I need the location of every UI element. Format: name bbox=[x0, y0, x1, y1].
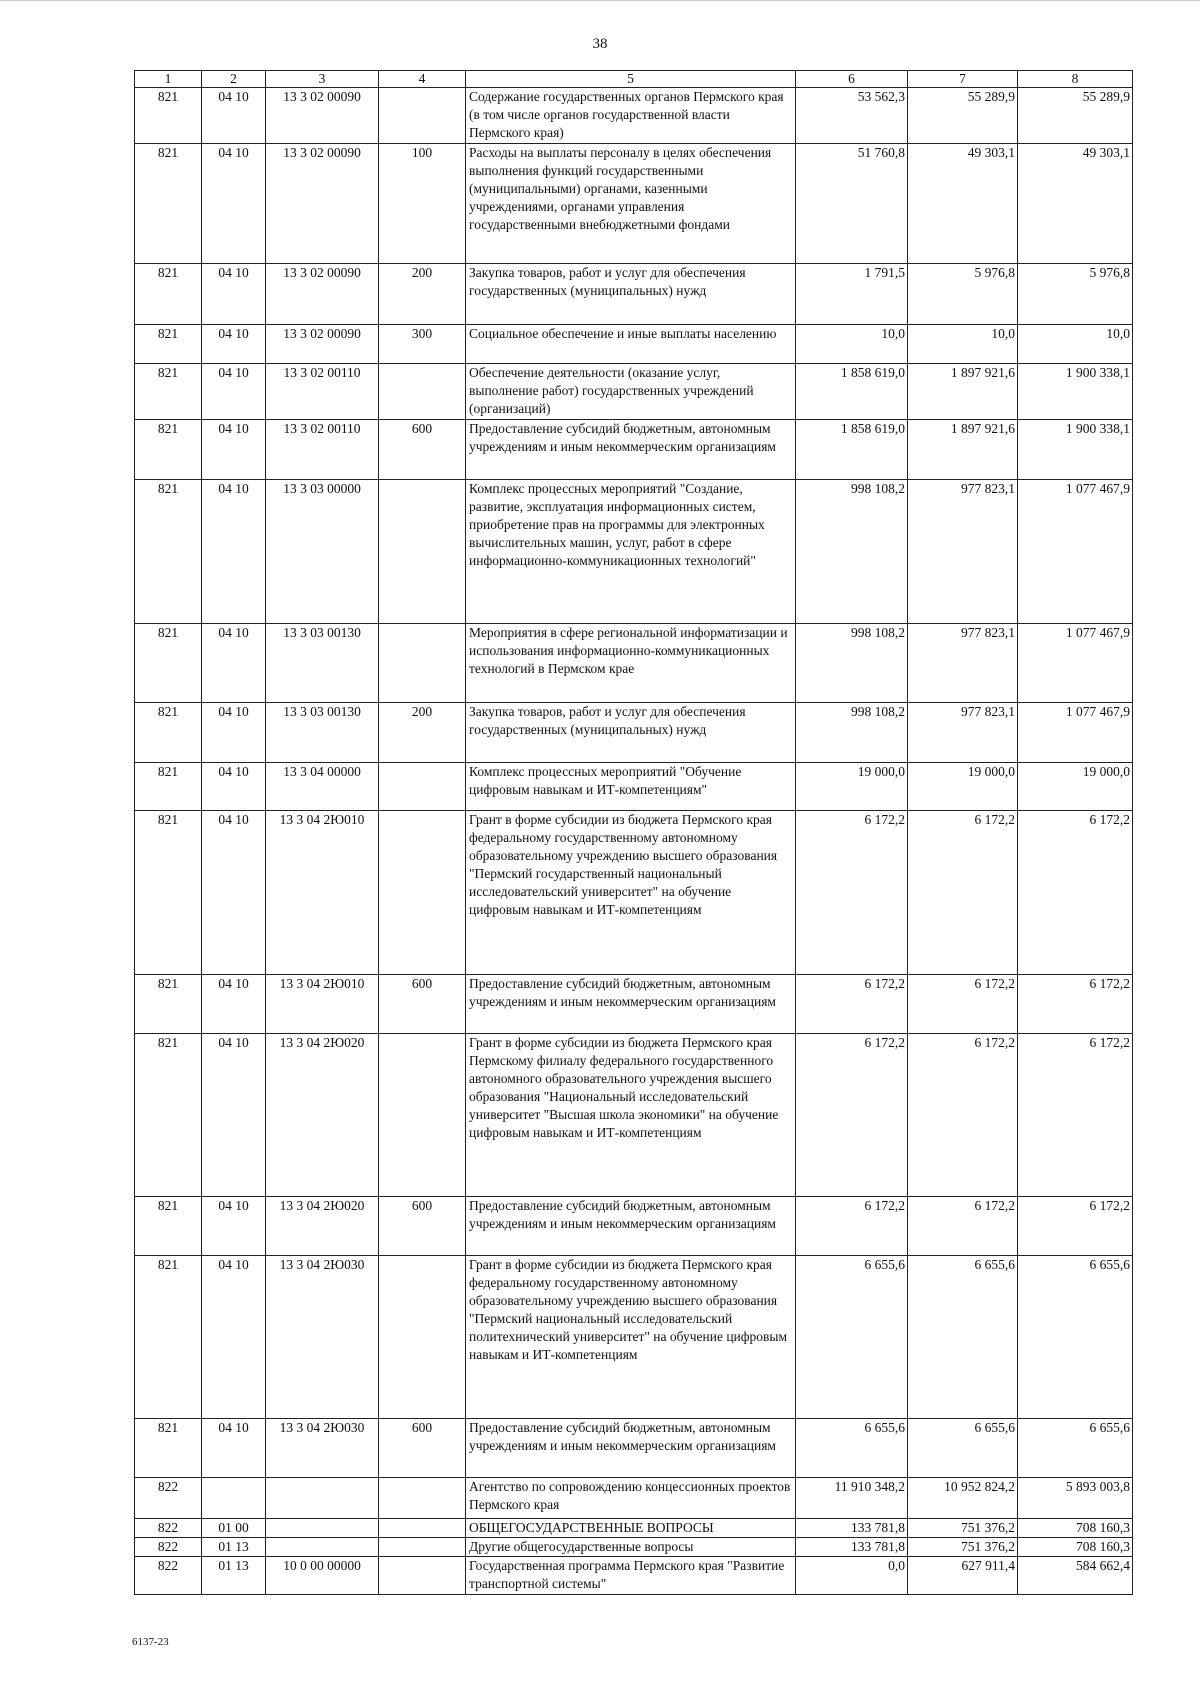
cell-amount-2: 1 897 921,6 bbox=[908, 420, 1018, 480]
cell-ministry: 821 bbox=[135, 1419, 202, 1478]
table-row bbox=[135, 1419, 1133, 1478]
cell-name: Социальное обеспечение и иные выплаты населению bbox=[466, 325, 796, 364]
cell-amount-3: 5 976,8 bbox=[1018, 264, 1133, 325]
cell-section: 04 10 bbox=[202, 480, 266, 624]
cell-name: Другие общегосударственные вопросы bbox=[466, 1538, 796, 1557]
cell-amount-3: 584 662,4 bbox=[1018, 1557, 1133, 1595]
cell-section: 01 13 bbox=[202, 1557, 266, 1595]
cell-name: Предоставление субсидий бюджетным, автономным учреждениям и иным некоммерческим организациям bbox=[466, 975, 796, 1034]
cell-amount-1: 1 791,5 bbox=[796, 264, 908, 325]
table-row bbox=[135, 420, 1133, 480]
cell-target: 13 3 04 2Ю030 bbox=[266, 1256, 379, 1419]
table-row bbox=[135, 1034, 1133, 1197]
cell-name: ОБЩЕГОСУДАРСТВЕННЫЕ ВОПРОСЫ bbox=[466, 1519, 796, 1538]
cell-name: Грант в форме субсидии из бюджета Пермского края Пермскому филиалу федерального государственного автономного образовательного учреждения высшего образования "Национальный исследовательский университет "Высшая школа экономики" на обучение цифровым навыкам и ИТ-компетенциям bbox=[466, 1034, 796, 1197]
cell-amount-2: 977 823,1 bbox=[908, 480, 1018, 624]
cell-name: Обеспечение деятельности (оказание услуг, выполнение работ) государственных учреждений (организаций) bbox=[466, 364, 796, 420]
cell-expense-type bbox=[379, 1478, 466, 1519]
cell-amount-2: 10,0 bbox=[908, 325, 1018, 364]
cell-expense-type: 200 bbox=[379, 703, 466, 763]
cell-name: Мероприятия в сфере региональной информатизации и использования информационно-коммуникационных технологий в Пермском крае bbox=[466, 624, 796, 703]
cell-amount-3: 6 655,6 bbox=[1018, 1419, 1133, 1478]
col-header-4: 4 bbox=[379, 71, 466, 88]
cell-target: 13 3 02 00110 bbox=[266, 420, 379, 480]
cell-amount-2: 6 655,6 bbox=[908, 1256, 1018, 1419]
cell-amount-1: 998 108,2 bbox=[796, 624, 908, 703]
cell-amount-1: 6 172,2 bbox=[796, 811, 908, 975]
cell-expense-type bbox=[379, 1519, 466, 1538]
cell-ministry: 822 bbox=[135, 1538, 202, 1557]
cell-section bbox=[202, 1478, 266, 1519]
cell-amount-1: 6 172,2 bbox=[796, 975, 908, 1034]
cell-amount-2: 5 976,8 bbox=[908, 264, 1018, 325]
cell-target: 13 3 04 2Ю010 bbox=[266, 975, 379, 1034]
cell-target: 10 0 00 00000 bbox=[266, 1557, 379, 1595]
cell-amount-1: 0,0 bbox=[796, 1557, 908, 1595]
cell-amount-2: 977 823,1 bbox=[908, 624, 1018, 703]
cell-amount-2: 6 172,2 bbox=[908, 1034, 1018, 1197]
cell-ministry: 821 bbox=[135, 811, 202, 975]
document-code: 6137-23 bbox=[132, 1636, 169, 1648]
cell-name: Содержание государственных органов Пермского края (в том числе органов государственной власти Пермского края) bbox=[466, 88, 796, 144]
cell-amount-1: 6 172,2 bbox=[796, 1034, 908, 1197]
cell-section: 01 13 bbox=[202, 1538, 266, 1557]
table-row bbox=[135, 88, 1133, 144]
cell-section: 04 10 bbox=[202, 975, 266, 1034]
cell-amount-3: 1 077 467,9 bbox=[1018, 480, 1133, 624]
cell-section: 04 10 bbox=[202, 420, 266, 480]
cell-expense-type bbox=[379, 364, 466, 420]
cell-section: 04 10 bbox=[202, 364, 266, 420]
cell-amount-1: 6 655,6 bbox=[796, 1256, 908, 1419]
cell-target: 13 3 02 00110 bbox=[266, 364, 379, 420]
cell-amount-3: 19 000,0 bbox=[1018, 763, 1133, 811]
cell-section: 04 10 bbox=[202, 624, 266, 703]
cell-amount-2: 627 911,4 bbox=[908, 1557, 1018, 1595]
cell-amount-2: 751 376,2 bbox=[908, 1519, 1018, 1538]
cell-amount-2: 751 376,2 bbox=[908, 1538, 1018, 1557]
cell-expense-type bbox=[379, 1034, 466, 1197]
cell-section: 04 10 bbox=[202, 763, 266, 811]
cell-target: 13 3 03 00000 bbox=[266, 480, 379, 624]
cell-expense-type bbox=[379, 624, 466, 703]
cell-ministry: 822 bbox=[135, 1519, 202, 1538]
cell-expense-type: 100 bbox=[379, 144, 466, 264]
cell-ministry: 822 bbox=[135, 1557, 202, 1595]
cell-target: 13 3 04 00000 bbox=[266, 763, 379, 811]
cell-amount-3: 10,0 bbox=[1018, 325, 1133, 364]
cell-amount-2: 6 172,2 bbox=[908, 1197, 1018, 1256]
header-row bbox=[135, 71, 1133, 88]
cell-target bbox=[266, 1519, 379, 1538]
cell-amount-3: 708 160,3 bbox=[1018, 1519, 1133, 1538]
cell-name: Агентство по сопровождению концессионных проектов Пермского края bbox=[466, 1478, 796, 1519]
cell-section: 04 10 bbox=[202, 1197, 266, 1256]
cell-amount-3: 6 172,2 bbox=[1018, 975, 1133, 1034]
cell-name: Расходы на выплаты персоналу в целях обеспечения выполнения функций государственными (муниципальными) органами, казенными учреждениями, органами управления государственными внебюджетными фондами bbox=[466, 144, 796, 264]
budget-table bbox=[134, 70, 1133, 1595]
cell-amount-2: 10 952 824,2 bbox=[908, 1478, 1018, 1519]
cell-amount-3: 5 893 003,8 bbox=[1018, 1478, 1133, 1519]
cell-amount-1: 53 562,3 bbox=[796, 88, 908, 144]
cell-section: 04 10 bbox=[202, 1256, 266, 1419]
budget-table-container bbox=[134, 70, 1132, 1595]
cell-ministry: 821 bbox=[135, 480, 202, 624]
cell-amount-2: 6 172,2 bbox=[908, 811, 1018, 975]
cell-ministry: 821 bbox=[135, 1034, 202, 1197]
table-row bbox=[135, 144, 1133, 264]
cell-target bbox=[266, 1478, 379, 1519]
col-header-1: 1 bbox=[135, 71, 202, 88]
cell-amount-1: 1 858 619,0 bbox=[796, 420, 908, 480]
cell-ministry: 821 bbox=[135, 703, 202, 763]
cell-section: 04 10 bbox=[202, 811, 266, 975]
col-header-6: 6 bbox=[796, 71, 908, 88]
cell-amount-1: 10,0 bbox=[796, 325, 908, 364]
cell-name: Комплекс процессных мероприятий "Создание, развитие, эксплуатация информационных систем, приобретение прав на программы для электронных вычислительных машин, услуг, работ в сфере информационно-коммуникационных технологий" bbox=[466, 480, 796, 624]
col-header-5: 5 bbox=[466, 71, 796, 88]
table-row bbox=[135, 325, 1133, 364]
cell-name: Грант в форме субсидии из бюджета Пермского края федеральному государственному автономному образовательному учреждению высшего образования "Пермский государственный национальный исследовательский университет" на обучение цифровым навыкам и ИТ-компетенциям bbox=[466, 811, 796, 975]
cell-ministry: 821 bbox=[135, 420, 202, 480]
cell-expense-type bbox=[379, 1538, 466, 1557]
cell-ministry: 821 bbox=[135, 1256, 202, 1419]
col-header-7: 7 bbox=[908, 71, 1018, 88]
cell-target: 13 3 02 00090 bbox=[266, 144, 379, 264]
cell-amount-2: 6 172,2 bbox=[908, 975, 1018, 1034]
table-row bbox=[135, 1538, 1133, 1557]
scan-top-edge bbox=[0, 0, 1200, 5]
cell-amount-3: 49 303,1 bbox=[1018, 144, 1133, 264]
cell-expense-type: 300 bbox=[379, 325, 466, 364]
cell-section: 04 10 bbox=[202, 325, 266, 364]
cell-amount-3: 6 172,2 bbox=[1018, 1197, 1133, 1256]
cell-amount-3: 708 160,3 bbox=[1018, 1538, 1133, 1557]
cell-amount-1: 133 781,8 bbox=[796, 1538, 908, 1557]
cell-target: 13 3 04 2Ю020 bbox=[266, 1034, 379, 1197]
cell-amount-2: 19 000,0 bbox=[908, 763, 1018, 811]
cell-ministry: 821 bbox=[135, 88, 202, 144]
cell-expense-type: 600 bbox=[379, 1419, 466, 1478]
cell-amount-1: 6 172,2 bbox=[796, 1197, 908, 1256]
cell-target: 13 3 04 2Ю010 bbox=[266, 811, 379, 975]
cell-amount-1: 51 760,8 bbox=[796, 144, 908, 264]
cell-amount-3: 6 655,6 bbox=[1018, 1256, 1133, 1419]
cell-section: 04 10 bbox=[202, 703, 266, 763]
cell-name: Грант в форме субсидии из бюджета Пермского края федеральному государственному автономному образовательному учреждению высшего образования "Пермский национальный исследовательский политехнический университет" на обучение цифровым навыкам и ИТ-компетенциям bbox=[466, 1256, 796, 1419]
cell-amount-1: 6 655,6 bbox=[796, 1419, 908, 1478]
cell-amount-1: 19 000,0 bbox=[796, 763, 908, 811]
table-row bbox=[135, 1197, 1133, 1256]
cell-amount-2: 6 655,6 bbox=[908, 1419, 1018, 1478]
cell-target: 13 3 03 00130 bbox=[266, 624, 379, 703]
cell-amount-1: 998 108,2 bbox=[796, 480, 908, 624]
cell-ministry: 821 bbox=[135, 364, 202, 420]
cell-amount-2: 55 289,9 bbox=[908, 88, 1018, 144]
cell-target: 13 3 02 00090 bbox=[266, 264, 379, 325]
cell-ministry: 821 bbox=[135, 1197, 202, 1256]
cell-section: 04 10 bbox=[202, 264, 266, 325]
cell-expense-type: 600 bbox=[379, 975, 466, 1034]
cell-section: 01 00 bbox=[202, 1519, 266, 1538]
cell-name: Закупка товаров, работ и услуг для обеспечения государственных (муниципальных) нужд bbox=[466, 703, 796, 763]
col-header-2: 2 bbox=[202, 71, 266, 88]
cell-ministry: 821 bbox=[135, 144, 202, 264]
cell-section: 04 10 bbox=[202, 144, 266, 264]
cell-amount-2: 1 897 921,6 bbox=[908, 364, 1018, 420]
cell-amount-3: 55 289,9 bbox=[1018, 88, 1133, 144]
col-header-3: 3 bbox=[266, 71, 379, 88]
cell-expense-type bbox=[379, 763, 466, 811]
cell-section: 04 10 bbox=[202, 1034, 266, 1197]
cell-name: Государственная программа Пермского края "Развитие транспортной системы" bbox=[466, 1557, 796, 1595]
cell-name: Предоставление субсидий бюджетным, автономным учреждениям и иным некоммерческим организациям bbox=[466, 1419, 796, 1478]
cell-expense-type bbox=[379, 88, 466, 144]
cell-ministry: 821 bbox=[135, 325, 202, 364]
table-row bbox=[135, 624, 1133, 703]
cell-section: 04 10 bbox=[202, 88, 266, 144]
cell-expense-type bbox=[379, 1256, 466, 1419]
page-number: 38 bbox=[592, 36, 608, 52]
cell-ministry: 822 bbox=[135, 1478, 202, 1519]
table-row bbox=[135, 1256, 1133, 1419]
cell-expense-type bbox=[379, 480, 466, 624]
cell-amount-1: 133 781,8 bbox=[796, 1519, 908, 1538]
cell-target: 13 3 02 00090 bbox=[266, 88, 379, 144]
cell-amount-2: 977 823,1 bbox=[908, 703, 1018, 763]
cell-amount-3: 6 172,2 bbox=[1018, 811, 1133, 975]
cell-name: Предоставление субсидий бюджетным, автономным учреждениям и иным некоммерческим организациям bbox=[466, 1197, 796, 1256]
table-row bbox=[135, 480, 1133, 624]
cell-target bbox=[266, 1538, 379, 1557]
cell-target: 13 3 02 00090 bbox=[266, 325, 379, 364]
table-row bbox=[135, 1478, 1133, 1519]
table-row bbox=[135, 364, 1133, 420]
cell-name: Предоставление субсидий бюджетным, автономным учреждениям и иным некоммерческим организациям bbox=[466, 420, 796, 480]
cell-target: 13 3 03 00130 bbox=[266, 703, 379, 763]
table-row bbox=[135, 1557, 1133, 1595]
cell-name: Закупка товаров, работ и услуг для обеспечения государственных (муниципальных) нужд bbox=[466, 264, 796, 325]
cell-amount-3: 6 172,2 bbox=[1018, 1034, 1133, 1197]
cell-target: 13 3 04 2Ю020 bbox=[266, 1197, 379, 1256]
cell-expense-type bbox=[379, 1557, 466, 1595]
table-row bbox=[135, 763, 1133, 811]
cell-expense-type: 600 bbox=[379, 1197, 466, 1256]
cell-ministry: 821 bbox=[135, 975, 202, 1034]
table-row bbox=[135, 811, 1133, 975]
cell-expense-type bbox=[379, 811, 466, 975]
cell-target: 13 3 04 2Ю030 bbox=[266, 1419, 379, 1478]
table-row bbox=[135, 1519, 1133, 1538]
cell-ministry: 821 bbox=[135, 624, 202, 703]
cell-amount-2: 49 303,1 bbox=[908, 144, 1018, 264]
cell-expense-type: 200 bbox=[379, 264, 466, 325]
cell-amount-3: 1 900 338,1 bbox=[1018, 364, 1133, 420]
cell-amount-1: 998 108,2 bbox=[796, 703, 908, 763]
cell-amount-3: 1 077 467,9 bbox=[1018, 624, 1133, 703]
table-row bbox=[135, 975, 1133, 1034]
cell-amount-3: 1 077 467,9 bbox=[1018, 703, 1133, 763]
cell-amount-3: 1 900 338,1 bbox=[1018, 420, 1133, 480]
cell-amount-1: 1 858 619,0 bbox=[796, 364, 908, 420]
cell-ministry: 821 bbox=[135, 763, 202, 811]
cell-ministry: 821 bbox=[135, 264, 202, 325]
cell-amount-1: 11 910 348,2 bbox=[796, 1478, 908, 1519]
cell-expense-type: 600 bbox=[379, 420, 466, 480]
table-row bbox=[135, 264, 1133, 325]
cell-name: Комплекс процессных мероприятий "Обучение цифровым навыкам и ИТ-компетенциям" bbox=[466, 763, 796, 811]
col-header-8: 8 bbox=[1018, 71, 1133, 88]
cell-section: 04 10 bbox=[202, 1419, 266, 1478]
table-row bbox=[135, 703, 1133, 763]
